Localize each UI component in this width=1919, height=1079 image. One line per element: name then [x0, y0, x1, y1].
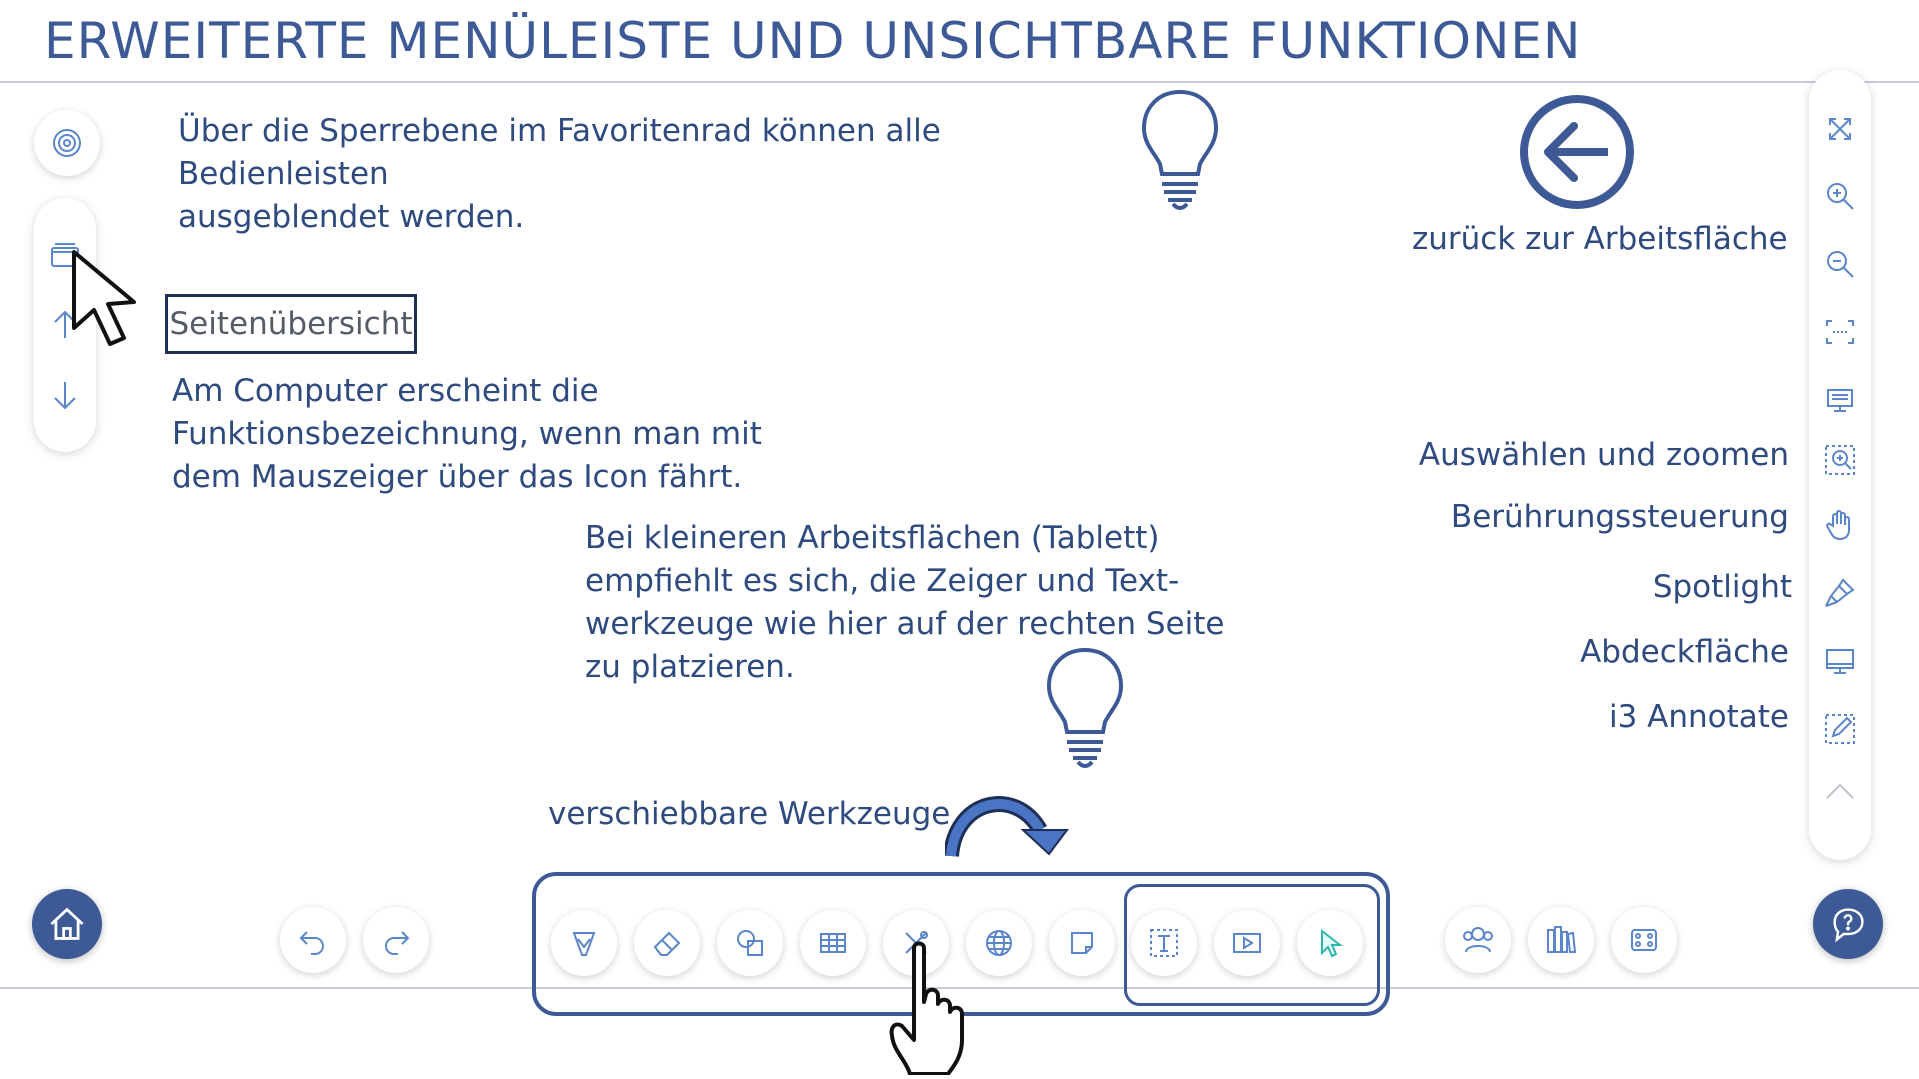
- gallery-icon: [1626, 922, 1662, 958]
- collaboration-button[interactable]: [1445, 907, 1511, 973]
- eraser-icon: [649, 925, 685, 961]
- label-cover: Abdeckfläche: [1580, 634, 1789, 670]
- spotlight-icon: [1823, 576, 1857, 610]
- label-select-zoom: Auswählen und zoomen: [1418, 437, 1789, 473]
- collaboration-icon: [1460, 922, 1496, 958]
- title-divider: [0, 81, 1919, 83]
- annotate-icon: [1823, 712, 1857, 746]
- help-icon: [1828, 904, 1868, 944]
- note-tablett-line-4: zu platzieren.: [585, 649, 795, 685]
- favorites-wheel-button[interactable]: [34, 110, 100, 176]
- note-werkzeuge: verschiebbare Werkzeuge: [548, 796, 951, 832]
- note-computer-line-1: Am Computer erscheint die: [172, 373, 599, 409]
- zoom-out-icon: [1823, 247, 1857, 281]
- label-touch: Berührungssteuerung: [1450, 499, 1789, 535]
- sticky-note-icon: [1064, 925, 1100, 961]
- pen-icon: [566, 925, 602, 961]
- pointer-button[interactable]: [1297, 910, 1363, 976]
- media-icon: [1229, 925, 1265, 961]
- right-toolbar: [1809, 70, 1871, 860]
- zoom-in-icon: [1823, 179, 1857, 213]
- home-button[interactable]: [32, 889, 102, 959]
- tooltip-label: Seitenübersicht: [169, 305, 413, 342]
- text-icon: [1146, 925, 1182, 961]
- select-zoom-icon: [1823, 443, 1857, 477]
- home-icon: [47, 904, 87, 944]
- note-computer: [172, 370, 812, 499]
- note-sperrebene-line-2: ausgeblendet werden.: [178, 199, 525, 235]
- favorites-wheel-icon: [49, 125, 85, 161]
- page-title: ERWEITERTE MENÜLEISTE UND UNSICHTBARE FUNKTIONEN: [44, 12, 1582, 70]
- lightbulb-icon-2: [1045, 646, 1125, 768]
- zoom-in-button[interactable]: [1809, 179, 1871, 213]
- note-computer-line-3: dem Mauszeiger über das Icon fährt.: [172, 459, 743, 495]
- collapse-icon: [1823, 774, 1857, 808]
- redo-icon: [378, 922, 414, 958]
- table-icon: [815, 925, 851, 961]
- close-icon: [1823, 112, 1857, 146]
- table-button[interactable]: [800, 910, 866, 976]
- lightbulb-icon: [1140, 88, 1220, 210]
- presentation-button[interactable]: [1809, 383, 1871, 417]
- touch-button[interactable]: [1809, 508, 1871, 542]
- page-down-button[interactable]: [34, 378, 96, 412]
- undo-icon: [295, 922, 331, 958]
- note-sperrebene: [178, 110, 1138, 239]
- cover-icon: [1823, 644, 1857, 678]
- redo-button[interactable]: [363, 907, 429, 973]
- eraser-button[interactable]: [634, 910, 700, 976]
- library-icon: [1543, 922, 1579, 958]
- close-button[interactable]: [1809, 112, 1871, 146]
- pen-button[interactable]: [551, 910, 617, 976]
- select-zoom-button[interactable]: [1809, 443, 1871, 477]
- annotate-button[interactable]: [1809, 712, 1871, 746]
- tooltip-box: [165, 294, 417, 354]
- note-computer-line-2: Funktionsbezeichnung, wenn man mit: [172, 416, 762, 452]
- zoom-100-button[interactable]: [1809, 315, 1871, 349]
- sticky-note-button[interactable]: [1049, 910, 1115, 976]
- note-tablett-line-2: empfiehlt es sich, die Zeiger und Text-: [585, 563, 1180, 599]
- undo-button[interactable]: [280, 907, 346, 973]
- library-button[interactable]: [1528, 907, 1594, 973]
- note-tablett: [585, 517, 1225, 689]
- back-arrow-icon[interactable]: [1518, 93, 1636, 211]
- back-label: zurück zur Arbeitsfläche: [1412, 221, 1788, 257]
- shapes-icon: [732, 925, 768, 961]
- presentation-icon: [1823, 383, 1857, 417]
- note-sperrebene-line-1: Über die Sperrebene im Favoritenrad können alle Bedienleisten: [178, 113, 941, 192]
- zoom-100-icon: [1823, 315, 1857, 349]
- shapes-button[interactable]: [717, 910, 783, 976]
- help-button[interactable]: [1813, 889, 1883, 959]
- browser-icon: [981, 925, 1017, 961]
- collapse-button[interactable]: [1809, 774, 1871, 808]
- label-spotlight: Spotlight: [1652, 569, 1792, 605]
- cover-button[interactable]: [1809, 644, 1871, 678]
- media-button[interactable]: [1214, 910, 1280, 976]
- zoom-out-button[interactable]: [1809, 247, 1871, 281]
- note-tablett-line-1: Bei kleineren Arbeitsflächen (Tablett): [585, 520, 1160, 556]
- gallery-button[interactable]: [1611, 907, 1677, 973]
- note-tablett-line-3: werkzeuge wie hier auf der rechten Seite: [585, 606, 1225, 642]
- spotlight-button[interactable]: [1809, 576, 1871, 610]
- touch-hand-icon: [1823, 508, 1857, 542]
- pointer-icon: [1312, 925, 1348, 961]
- hand-pointer-icon: [888, 940, 980, 1075]
- label-annotate: i3 Annotate: [1608, 699, 1789, 735]
- mouse-cursor-icon: [70, 248, 160, 348]
- page-down-icon: [48, 378, 82, 412]
- text-button[interactable]: [1131, 910, 1197, 976]
- curved-arrow-icon: [945, 790, 1070, 858]
